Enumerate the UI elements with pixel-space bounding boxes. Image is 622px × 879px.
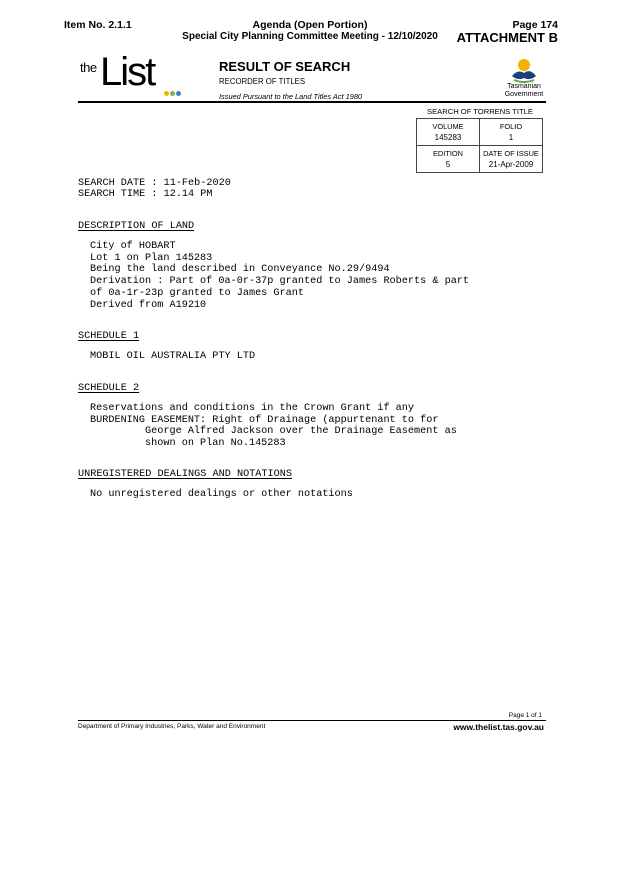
document-title: RESULT OF SEARCH bbox=[219, 59, 351, 74]
agenda-meeting: Special City Planning Committee Meeting - 12/10/2020 bbox=[182, 31, 438, 42]
agenda-title: Agenda (Open Portion) bbox=[252, 19, 368, 31]
footer-divider bbox=[78, 720, 546, 721]
department-name: Department of Primary Industries, Parks, Water and Environment bbox=[78, 723, 266, 730]
page-of-count: Page 1 of 1 bbox=[508, 712, 542, 719]
search-date: SEARCH DATE : 11-Feb-2020 bbox=[78, 178, 231, 189]
schedule-2-line: Reservations and conditions in the Crown Grant if any bbox=[90, 403, 415, 414]
attachment-label: ATTACHMENT B bbox=[456, 30, 558, 45]
schedule-2-line: George Alfred Jackson over the Drainage Easement as bbox=[90, 426, 457, 438]
unregistered-heading: UNREGISTERED DEALINGS AND NOTATIONS bbox=[78, 469, 292, 480]
letterhead-divider bbox=[78, 101, 546, 103]
issued-under-act: Issued Pursuant to the Land Titles Act 1980 bbox=[219, 92, 363, 101]
schedule-2-line: shown on Plan No.145283 bbox=[90, 438, 286, 450]
title-reference-table bbox=[416, 118, 543, 173]
schedule-1-heading: SCHEDULE 1 bbox=[78, 331, 140, 342]
schedule-2-heading: SCHEDULE 2 bbox=[78, 383, 140, 394]
description-line: City of HOBART bbox=[90, 241, 176, 252]
description-line: Being the land described in Conveyance No.29/9494 bbox=[90, 264, 390, 276]
devil-icon bbox=[498, 56, 550, 84]
unregistered-line: No unregistered dealings or other notations bbox=[90, 489, 353, 500]
schedule-1-line: MOBIL OIL AUSTRALIA PTY LTD bbox=[90, 351, 256, 362]
date-of-issue-cell: DATE OF ISSUE 21-Apr-2009 bbox=[480, 146, 543, 173]
search-time: SEARCH TIME : 12.14 PM bbox=[78, 189, 213, 200]
description-line: of 0a-1r-23p granted to James Grant bbox=[90, 287, 304, 299]
the-list-logo: the List bbox=[80, 54, 190, 100]
page-number: Page 174 bbox=[512, 19, 558, 31]
tasmanian-government-logo: Tasmanian Government bbox=[498, 56, 550, 102]
edition-cell: EDITION 5 bbox=[417, 146, 480, 173]
schedule-2-line: BURDENING EASEMENT: Right of Drainage (appurtenant to for bbox=[90, 414, 439, 426]
recorder-of-titles: RECORDER OF TITLES bbox=[219, 77, 306, 86]
description-line: Lot 1 on Plan 145283 bbox=[90, 252, 213, 264]
description-line: Derived from A19210 bbox=[90, 299, 207, 311]
item-number: Item No. 2.1.1 bbox=[64, 19, 132, 31]
description-line: Derivation : Part of 0a-0r-37p granted to James Roberts & part bbox=[90, 276, 470, 288]
volume-cell: VOLUME 145283 bbox=[417, 119, 480, 146]
website-url[interactable]: www.thelist.tas.gov.au bbox=[453, 722, 544, 732]
description-heading: DESCRIPTION OF LAND bbox=[78, 221, 195, 232]
folio-cell: FOLIO 1 bbox=[480, 119, 543, 146]
schedule-2-block bbox=[90, 403, 457, 450]
description-block bbox=[90, 241, 469, 311]
torrens-title-heading: SEARCH OF TORRENS TITLE bbox=[427, 107, 533, 116]
